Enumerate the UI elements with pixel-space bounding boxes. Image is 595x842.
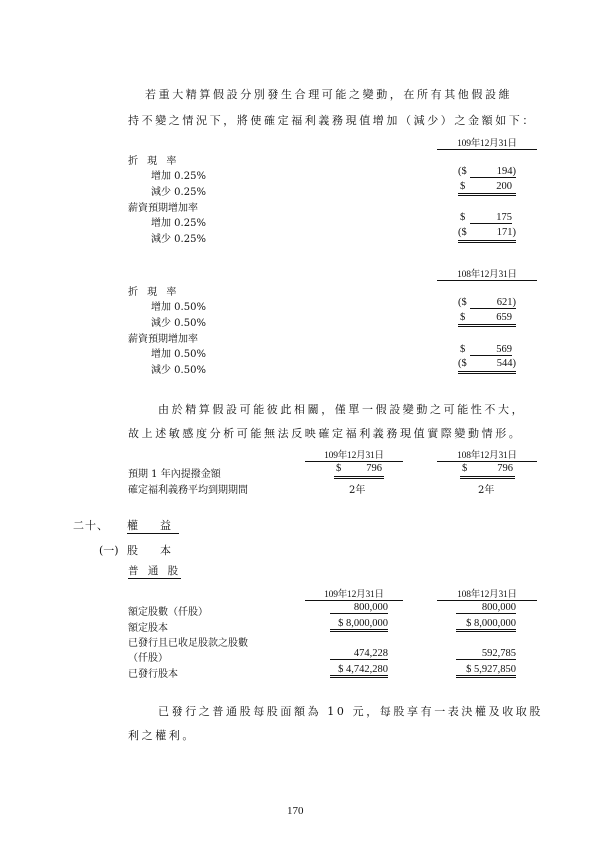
sens108-row-1-label: 增加 0.50%	[151, 302, 206, 313]
sens108-row-1-value: ($ 621)	[458, 297, 516, 308]
subsection-number: (一)	[99, 544, 119, 557]
common-stock-heading: 普 通 股	[128, 565, 182, 577]
sens109-salary-label: 薪資預期增加率	[128, 203, 198, 214]
contrib-row-1-label: 預期 1 年內提撥金額	[128, 469, 221, 480]
sens109-row-1-value: ($ 194)	[458, 166, 516, 177]
capital-row-5-label: 已發行股本	[128, 669, 178, 680]
capital-row-4-value-109: 474,228	[330, 648, 388, 660]
capital-row-3-label: 已發行且已收足股款之股數	[128, 638, 248, 649]
contrib-row-1-value-108: $ 796	[460, 463, 515, 479]
contrib-row-2-value-108: 2年	[478, 485, 495, 496]
contrib-header-108: 108年12月31日	[437, 447, 537, 462]
sens108-row-3-label: 增加 0.50%	[151, 349, 206, 360]
closing-line-2: 利之權利。	[128, 729, 196, 742]
sens108-row-2-value: $ 659	[458, 312, 516, 327]
subsection-title: 股 本	[127, 544, 171, 557]
sens109-header: 109年12月31日	[437, 135, 537, 150]
note-line-1: 由於精算假設可能彼此相關，僅單一假設變動之可能性不大，	[158, 403, 526, 416]
closing-line-1: 已發行之普通股每股面額為 10 元，每股享有一表決權及收取股	[158, 705, 543, 718]
sens109-row-3-value: $ 175	[460, 212, 512, 223]
section-title: 權 益	[127, 517, 179, 534]
sens108-discount-label: 折 現 率	[128, 287, 180, 298]
capital-row-2-value-109: $ 8,000,000	[330, 618, 388, 632]
capital-row-4-label: （仟股）	[128, 653, 168, 664]
contrib-header-109: 109年12月31日	[305, 447, 403, 462]
capital-row-4-value-108: 592,785	[456, 648, 516, 660]
capital-row-5-value-109: $ 4,742,280	[330, 664, 388, 678]
sens109-row-2-label: 減少 0.25%	[151, 187, 206, 198]
sens108-row-2-label: 減少 0.50%	[151, 318, 206, 329]
capital-row-5-value-108: $ 5,927,850	[456, 664, 516, 678]
intro-line-2: 持不變之情況下，將使確定福利義務現值增加（減少）之金額如下：	[128, 114, 536, 127]
capital-row-2-label: 額定股本	[128, 623, 168, 634]
contrib-row-1-value-109: $ 796	[334, 463, 384, 479]
capital-row-1-label: 額定股數（仟股）	[128, 607, 208, 618]
sens109-row-1-label: 增加 0.25%	[151, 171, 206, 182]
capital-row-1-value-108: 800,000	[456, 602, 516, 614]
sens108-row-4-value: ($ 544)	[458, 358, 516, 374]
capital-header-108: 108年12月31日	[437, 586, 537, 601]
capital-row-1-value-109: 800,000	[330, 602, 388, 614]
sens109-row-2-value: $ 200	[458, 181, 516, 196]
sens108-row-4-label: 減少 0.50%	[151, 365, 206, 376]
sens108-header: 108年12月31日	[437, 266, 537, 281]
note-line-2: 故上述敏感度分析可能無法反映確定福利義務現值實際變動情形。	[128, 427, 523, 440]
section-number: 二十、	[73, 519, 109, 532]
sens108-row-3-value: $ 569	[460, 344, 512, 355]
contrib-row-2-value-109: 2年	[349, 485, 366, 496]
capital-row-2-value-108: $ 8,000,000	[456, 618, 516, 632]
capital-header-109: 109年12月31日	[305, 586, 403, 601]
sens109-row-4-label: 減少 0.25%	[151, 234, 206, 245]
sens109-row-3-label: 增加 0.25%	[151, 218, 206, 229]
page-number: 170	[287, 805, 304, 817]
sens109-row-4-value: ($ 171)	[458, 227, 516, 243]
sens109-discount-label: 折 現 率	[128, 156, 180, 167]
sens108-salary-label: 薪資預期增加率	[128, 334, 198, 345]
intro-line-1: 若重大精算假設分別發生合理可能之變動，在所有其他假設維	[145, 88, 513, 101]
contrib-row-2-label: 確定福利義務平均到期期間	[128, 485, 248, 496]
